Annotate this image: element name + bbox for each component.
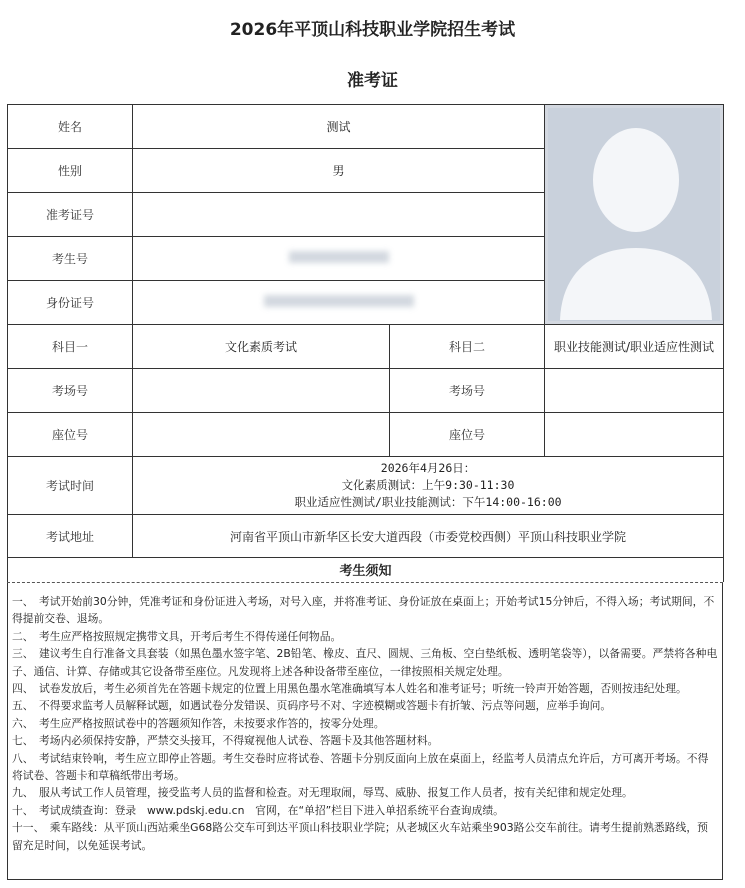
exam-time-culture: 文化素质测试：上午9:30-11:30 [341,478,515,492]
gender-label: 性别 [8,149,133,193]
note-item: 一、 考试开始前30分钟，凭准考证和身份证进入考场，对号入座，并将准考证、身份证放在桌面上；开始考试15分钟后，不得入场；考试期间，不得提前交卷、退场。 [12,595,715,626]
candidate-number-label: 考生号 [8,237,133,281]
subject1-label: 科目一 [8,325,133,369]
avatar [548,108,720,321]
note-item: 六、 考生应严格按照试卷中的答题须知作答，未按要求作答的，按零分处理。 [12,716,385,730]
id-number-value [133,281,545,325]
candidate-number-value [133,237,545,281]
room2-value [545,369,724,413]
exam-address-value: 河南省平顶山市新华区长安大道西段（市委党校西侧）平顶山科技职业学院 [133,515,724,558]
name-label: 姓名 [8,105,133,149]
subject2-label: 科目二 [390,325,545,369]
note-item: 十一、 乘车路线：从平顶山西站乘坐G68路公交车可到达平顶山科技职业学院；从老城区火车站乘坐903路公交车前往。请考生提前熟悉路线，预留充足时间，以免延误考试。 [12,821,708,852]
redacted-block [264,295,414,307]
seat1-value [133,413,390,457]
room2-label: 考场号 [390,369,545,413]
seat1-label: 座位号 [8,413,133,457]
note-item: 九、 服从考试工作人员管理，接受监考人员的监督和检查。对无理取闹，辱骂、威胁、报复工作人员者，按有关纪律和规定处理。 [12,786,633,800]
ticket-number-label: 准考证号 [8,193,133,237]
ticket-number-value [133,193,545,237]
gender-value: 男 [133,149,545,193]
photo-cell [545,105,724,325]
seat2-label: 座位号 [390,413,545,457]
note-item: 三、 建议考生自行准备文具套装（如黑色墨水签字笔、2B铅笔、橡皮、直尺、圆规、三角板、空白垫纸板、透明笔袋等），以备需要。严禁将各种电子、通信、计算、存储或其它设备带至座位。凡发现将上述各种设备带至座位，一律按照相关规定处理。 [12,647,718,678]
room1-value [133,369,390,413]
note-item: 五、 不得要求监考人员解释试题，如遇试卷分发错误、页码序号不对、字迹模糊或答题卡有折皱、污点等问题，应举手询问。 [12,699,612,713]
note-item: 二、 考生应严格按照规定携带文具，开考后考生不得传递任何物品。 [12,629,342,643]
note-item: 十、 考试成绩查询：登录 www.pdskj.edu.cn 官网，在“单招”栏目下进入单招系统平台查询成绩。 [12,803,504,817]
notes-title: 考生须知 [8,558,724,582]
exam-time-skills: 职业适应性测试/职业技能测试：下午14:00-16:00 [294,495,562,509]
note-item: 八、 考试结束铃响，考生应立即停止答题。考生交卷时应将试卷、答题卡分别反面向上放在桌面上，经监考人员清点允许后，方可离开考场。不得将试卷、答题卡和草稿纸带出考场。 [12,751,709,783]
exam-address-label: 考试地址 [8,515,133,558]
exam-date: 2026年4月26日： [380,461,476,475]
person-silhouette-icon [548,108,720,320]
exam-time-value [133,457,724,515]
note-item: 七、 考场内必须保持安静，严禁交头接耳，不得窥视他人试卷、答题卡及其他答题材料。 [12,734,439,748]
seat2-value [545,413,724,457]
notes-list [7,583,723,880]
subject1-value: 文化素质考试 [133,325,390,369]
redacted-block [289,251,389,263]
name-value: 测试 [133,105,545,149]
subject2-value: 职业技能测试/职业适应性测试 [545,325,724,369]
exam-time-label: 考试时间 [8,457,133,515]
room1-label: 考场号 [8,369,133,413]
id-number-label: 身份证号 [8,281,133,325]
page-subtitle: 准考证 [347,71,398,91]
note-item: 四、 试卷发放后，考生必须首先在答题卡规定的位置上用黑色墨水笔准确填写本人姓名和准考证号；听统一铃声开始答题，否则按违纪处理。 [12,682,687,696]
admission-card [7,104,724,582]
page-title: 2026年平顶山科技职业学院招生考试 [229,20,516,40]
